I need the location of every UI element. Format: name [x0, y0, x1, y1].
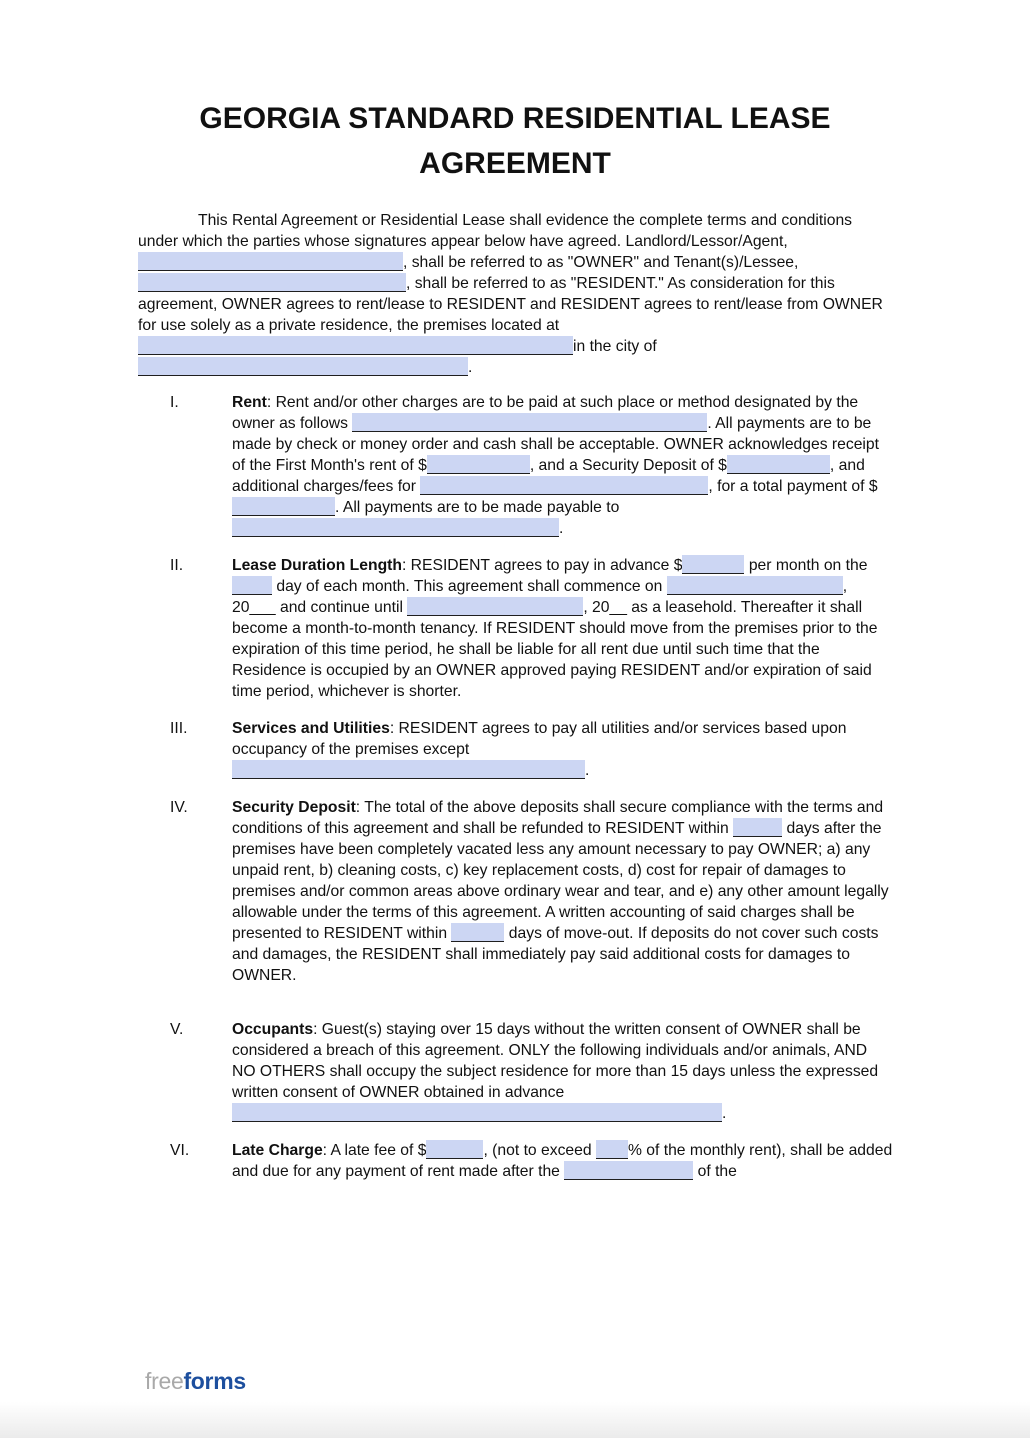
text-run: day of each month. This agreement shall commence on: [272, 578, 667, 595]
blank-field[interactable]: [727, 455, 830, 474]
text-run: : RESIDENT agrees to pay in advance $: [401, 557, 683, 574]
text-run: .: [468, 359, 473, 376]
blank-field[interactable]: [232, 1103, 722, 1122]
section-numeral: II.: [170, 557, 184, 574]
text-run: , shall be referred to as "OWNER" and Tenant(s)/Lessee,: [403, 254, 799, 271]
logo-forms-text: forms: [183, 1368, 246, 1394]
section-IV: [170, 797, 894, 986]
blank-field[interactable]: [451, 923, 504, 942]
text-run: . All payments are to be made payable to: [335, 499, 620, 516]
blank-field[interactable]: [138, 357, 468, 376]
section-label: Services and Utilities: [232, 720, 390, 737]
section-label: Lease Duration Length: [232, 557, 402, 574]
section-label: Late Charge: [232, 1142, 323, 1159]
blank-field[interactable]: [733, 818, 782, 837]
page-edge-shadow: [0, 1402, 1030, 1438]
section-V: [170, 1019, 894, 1124]
text-run: days of move-out. If deposits do not cover such costs and damages, the RESIDENT shall immediately pay said additional costs for damages to OWNER.: [232, 925, 879, 984]
section-label: Occupants: [232, 1021, 314, 1038]
text-run: , (not to exceed: [483, 1142, 596, 1159]
section-body: [232, 555, 894, 702]
blank-field[interactable]: [420, 476, 708, 495]
text-run: .: [722, 1105, 727, 1122]
blank-field[interactable]: [427, 455, 530, 474]
document-content: [138, 210, 894, 1182]
text-run: % of the monthly rent), shall be added and due for any payment of rent made after the: [232, 1142, 893, 1180]
section-numeral: IV.: [170, 799, 188, 816]
text-run: .: [559, 520, 564, 537]
section-II: [170, 555, 894, 702]
section-I: [170, 392, 894, 539]
text-run: : The total of the above deposits shall secure compliance with the terms and conditions of this agreement and shall be refunded to RESIDENT within: [232, 799, 884, 837]
document-title: GEORGIA STANDARD RESIDENTIAL LEASE AGREEMENT: [199, 102, 831, 180]
text-run: , and a Security Deposit of $: [529, 457, 727, 474]
blank-field[interactable]: [138, 252, 403, 271]
text-run: of the: [693, 1163, 737, 1180]
text-run: , 20__ as a leasehold. Thereafter it shall become a month-to-month tenancy. If RESIDENT should move from the premises prior to the expiration of this time period, he shall be liable for all rent due until such time that the Residence is occupied by an OWNER approved paying RESIDENT and/or expiration of said time period, whichever is shorter.: [232, 599, 878, 700]
section-numeral: VI.: [170, 1142, 190, 1159]
blank-field[interactable]: [596, 1140, 628, 1159]
logo-free-text: free: [145, 1368, 184, 1394]
text-run: .: [585, 762, 590, 779]
text-run: in the city of: [573, 338, 657, 355]
blank-field[interactable]: [138, 336, 573, 355]
blank-field[interactable]: [232, 518, 559, 537]
text-run: This Rental Agreement or Residential Lease shall evidence the complete terms and conditions under which the parties whose signatures appear below have agreed. Landlord/Lessor/Agent,: [138, 212, 853, 250]
text-run: . All payments are to be made by check or money order and cash shall be acceptable. OWNER acknowledges receipt of the First Month's rent of $: [232, 415, 880, 474]
section-numeral: III.: [170, 720, 188, 737]
section-numeral: I.: [170, 394, 179, 411]
blank-field[interactable]: [682, 555, 744, 574]
blank-field[interactable]: [232, 576, 272, 595]
section-body: [232, 1140, 894, 1182]
blank-field[interactable]: [352, 413, 707, 432]
section-III: [170, 718, 894, 781]
section-body: [232, 797, 894, 986]
text-run: : Rent and/or other charges are to be paid at such place or method designated by the owner as follows: [232, 394, 859, 432]
section-numeral: V.: [170, 1021, 184, 1038]
text-run: : RESIDENT agrees to pay all utilities and/or services based upon occupancy of the premises except: [232, 720, 847, 758]
blank-field[interactable]: [407, 597, 583, 616]
blank-field[interactable]: [426, 1140, 483, 1159]
text-run: , 20___ and continue until: [232, 578, 848, 616]
text-run: days after the premises have been completely vacated less any amount necessary to pay OWNER; a) any unpaid rent, b) cleaning costs, c) key replacement costs, d) cost for repair of damages to premises and/or common areas above ordinary wear and tear, and e) any other amount legally allowable under the terms of this agreement. A written accounting of said charges shall be presented to RESIDENT within: [232, 820, 889, 942]
blank-field[interactable]: [138, 273, 406, 292]
text-run: : A late fee of $: [322, 1142, 427, 1159]
text-run: , for a total payment of $: [708, 478, 878, 495]
document-page: [0, 96, 1030, 1438]
section-VI: [170, 1140, 894, 1182]
freeforms-logo: [145, 1368, 246, 1395]
section-body: [232, 718, 894, 781]
blank-field[interactable]: [232, 760, 585, 779]
blank-field[interactable]: [667, 576, 843, 595]
blank-field[interactable]: [232, 497, 335, 516]
text-run: : Guest(s) staying over 15 days without the written consent of OWNER shall be considered a breach of this agreement. ONLY the following individuals and/or animals, AND NO OTHERS shall occupy the subject residence for more than 15 days unless the expressed written consent of OWNER obtained in advance: [232, 1021, 879, 1101]
blank-field[interactable]: [564, 1161, 693, 1180]
intro-paragraph: [138, 210, 894, 378]
text-run: , and additional charges/fees for: [232, 457, 865, 495]
section-body: [232, 392, 894, 539]
text-run: , shall be referred to as "RESIDENT." As consideration for this agreement, OWNER agrees to rent/lease to RESIDENT and RESIDENT agrees to rent/lease from OWNER for use solely as a private residence, the premises located at: [138, 275, 883, 334]
sections-list: [170, 392, 894, 1182]
section-label: Security Deposit: [232, 799, 356, 816]
section-body: [232, 1019, 894, 1124]
text-run: per month on the: [744, 557, 868, 574]
section-label: Rent: [232, 394, 267, 411]
